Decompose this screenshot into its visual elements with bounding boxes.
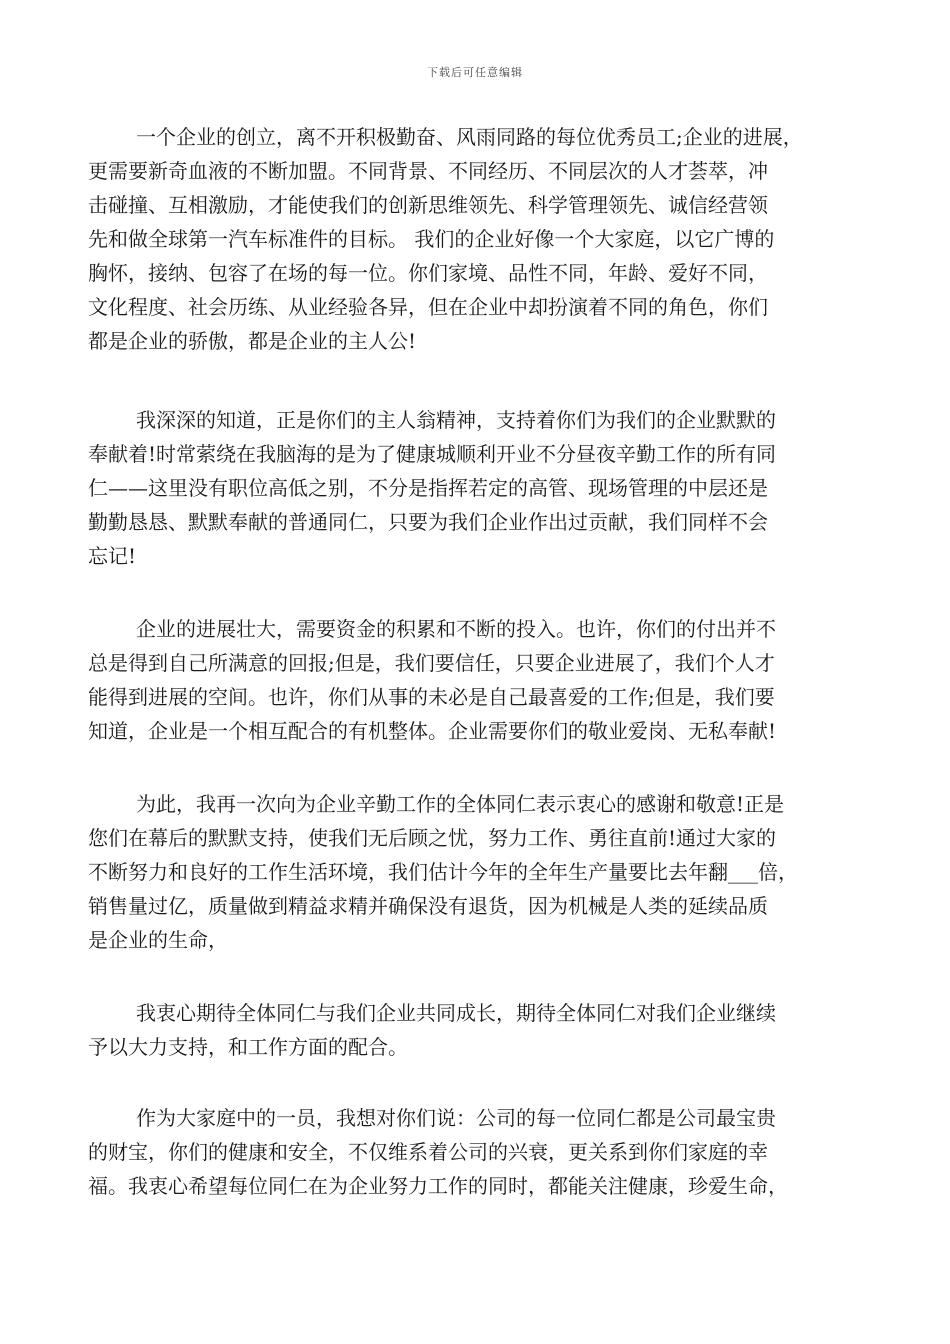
paragraph-line: 更需要新奇血液的不断加盟。不同背景、不同经历、不同层次的人才荟萃，冲 — [88, 159, 768, 183]
paragraph-line: 仁——这里没有职位高低之别，不分是指挥若定的高管、现场管理的中层还是 — [88, 476, 768, 500]
paragraph-line: 是企业的生命， — [88, 928, 228, 952]
paragraph-line: 的财宝，你们的健康和安全，不仅维系着公司的兴衰，更关系到你们家庭的幸 — [88, 1140, 768, 1164]
paragraph-line: 不断努力和良好的工作生活环境，我们估计今年的全年生产量要比去年翻___倍， — [88, 860, 798, 884]
paragraph-line: 击碰撞、互相激励，才能使我们的创新思维领先、科学管理领先、诚信经营领 — [88, 193, 768, 217]
paragraph-line: 您们在幕后的默默支持，使我们无后顾之忧，努力工作、勇往直前!通过大家的 — [88, 826, 777, 850]
paragraph-1 — [88, 120, 868, 358]
paragraph-line: 企业的进展壮大，需要资金的积累和不断的投入。也许，你们的付出并不 — [136, 617, 776, 641]
paragraph-line: 予以大力支持，和工作方面的配合。 — [88, 1035, 408, 1059]
paragraph-3 — [88, 612, 868, 748]
paragraph-line: 胸怀，接纳、包容了在场的每一位。你们家境、品性不同，年龄、爱好不同， — [88, 261, 768, 285]
paragraph-line: 能得到进展的空间。也许，你们从事的未必是自己最喜爱的工作;但是，我们要 — [88, 685, 775, 709]
paragraph-line: 都是企业的骄傲，都是企业的主人公! — [88, 329, 417, 353]
paragraph-line: 一个企业的创立，离不开积极勤奋、风雨同路的每位优秀员工;企业的进展， — [136, 125, 803, 149]
paragraph-line: 文化程度、社会历练、从业经验各异，但在企业中却扮演着不同的角色，你们 — [88, 295, 768, 319]
paragraph-line: 我深深的知道，正是你们的主人翁精神，支持着你们为我们的企业默默的 — [136, 408, 776, 432]
paragraph-line: 销售量过亿，质量做到精益求精并确保没有退货，因为机械是人类的延续品质 — [88, 894, 768, 918]
paragraph-4 — [88, 787, 868, 957]
paragraph-line: 我衷心期待全体同仁与我们企业共同成长，期待全体同仁对我们企业继续 — [136, 1001, 776, 1025]
page-header: 下载后可任意编辑 — [427, 66, 523, 79]
paragraph-line: 福。我衷心希望每位同仁在为企业努力工作的同时，都能关注健康，珍爱生命， — [88, 1174, 788, 1198]
paragraph-line: 先和做全球第一汽车标准件的目标。 我们的企业好像一个大家庭，以它广博的 — [88, 227, 775, 251]
paragraph-line: 作为大家庭中的一员，我想对你们说：公司的每一位同仁都是公司最宝贵 — [136, 1106, 776, 1130]
paragraph-line: 勤勤恳恳、默默奉献的普通同仁，只要为我们企业作出过贡献，我们同样不会 — [88, 510, 768, 534]
paragraph-2 — [88, 403, 868, 573]
paragraph-line: 奉献着!时常萦绕在我脑海的是为了健康城顺利开业不分昼夜辛勤工作的所有同 — [88, 442, 777, 466]
paragraph-line: 总是得到自己所满意的回报;但是，我们要信任，只要企业进展了，我们个人才 — [88, 651, 775, 675]
paragraph-line: 忘记! — [88, 544, 137, 568]
paragraph-line: 知道，企业是一个相互配合的有机整体。企业需要你们的敬业爱岗、无私奉献! — [88, 719, 777, 743]
paragraph-6 — [88, 1101, 868, 1203]
paragraph-line: 为此，我再一次向为企业辛勤工作的全体同仁表示衷心的感谢和敬意!正是 — [136, 792, 785, 816]
paragraph-5 — [88, 996, 868, 1064]
